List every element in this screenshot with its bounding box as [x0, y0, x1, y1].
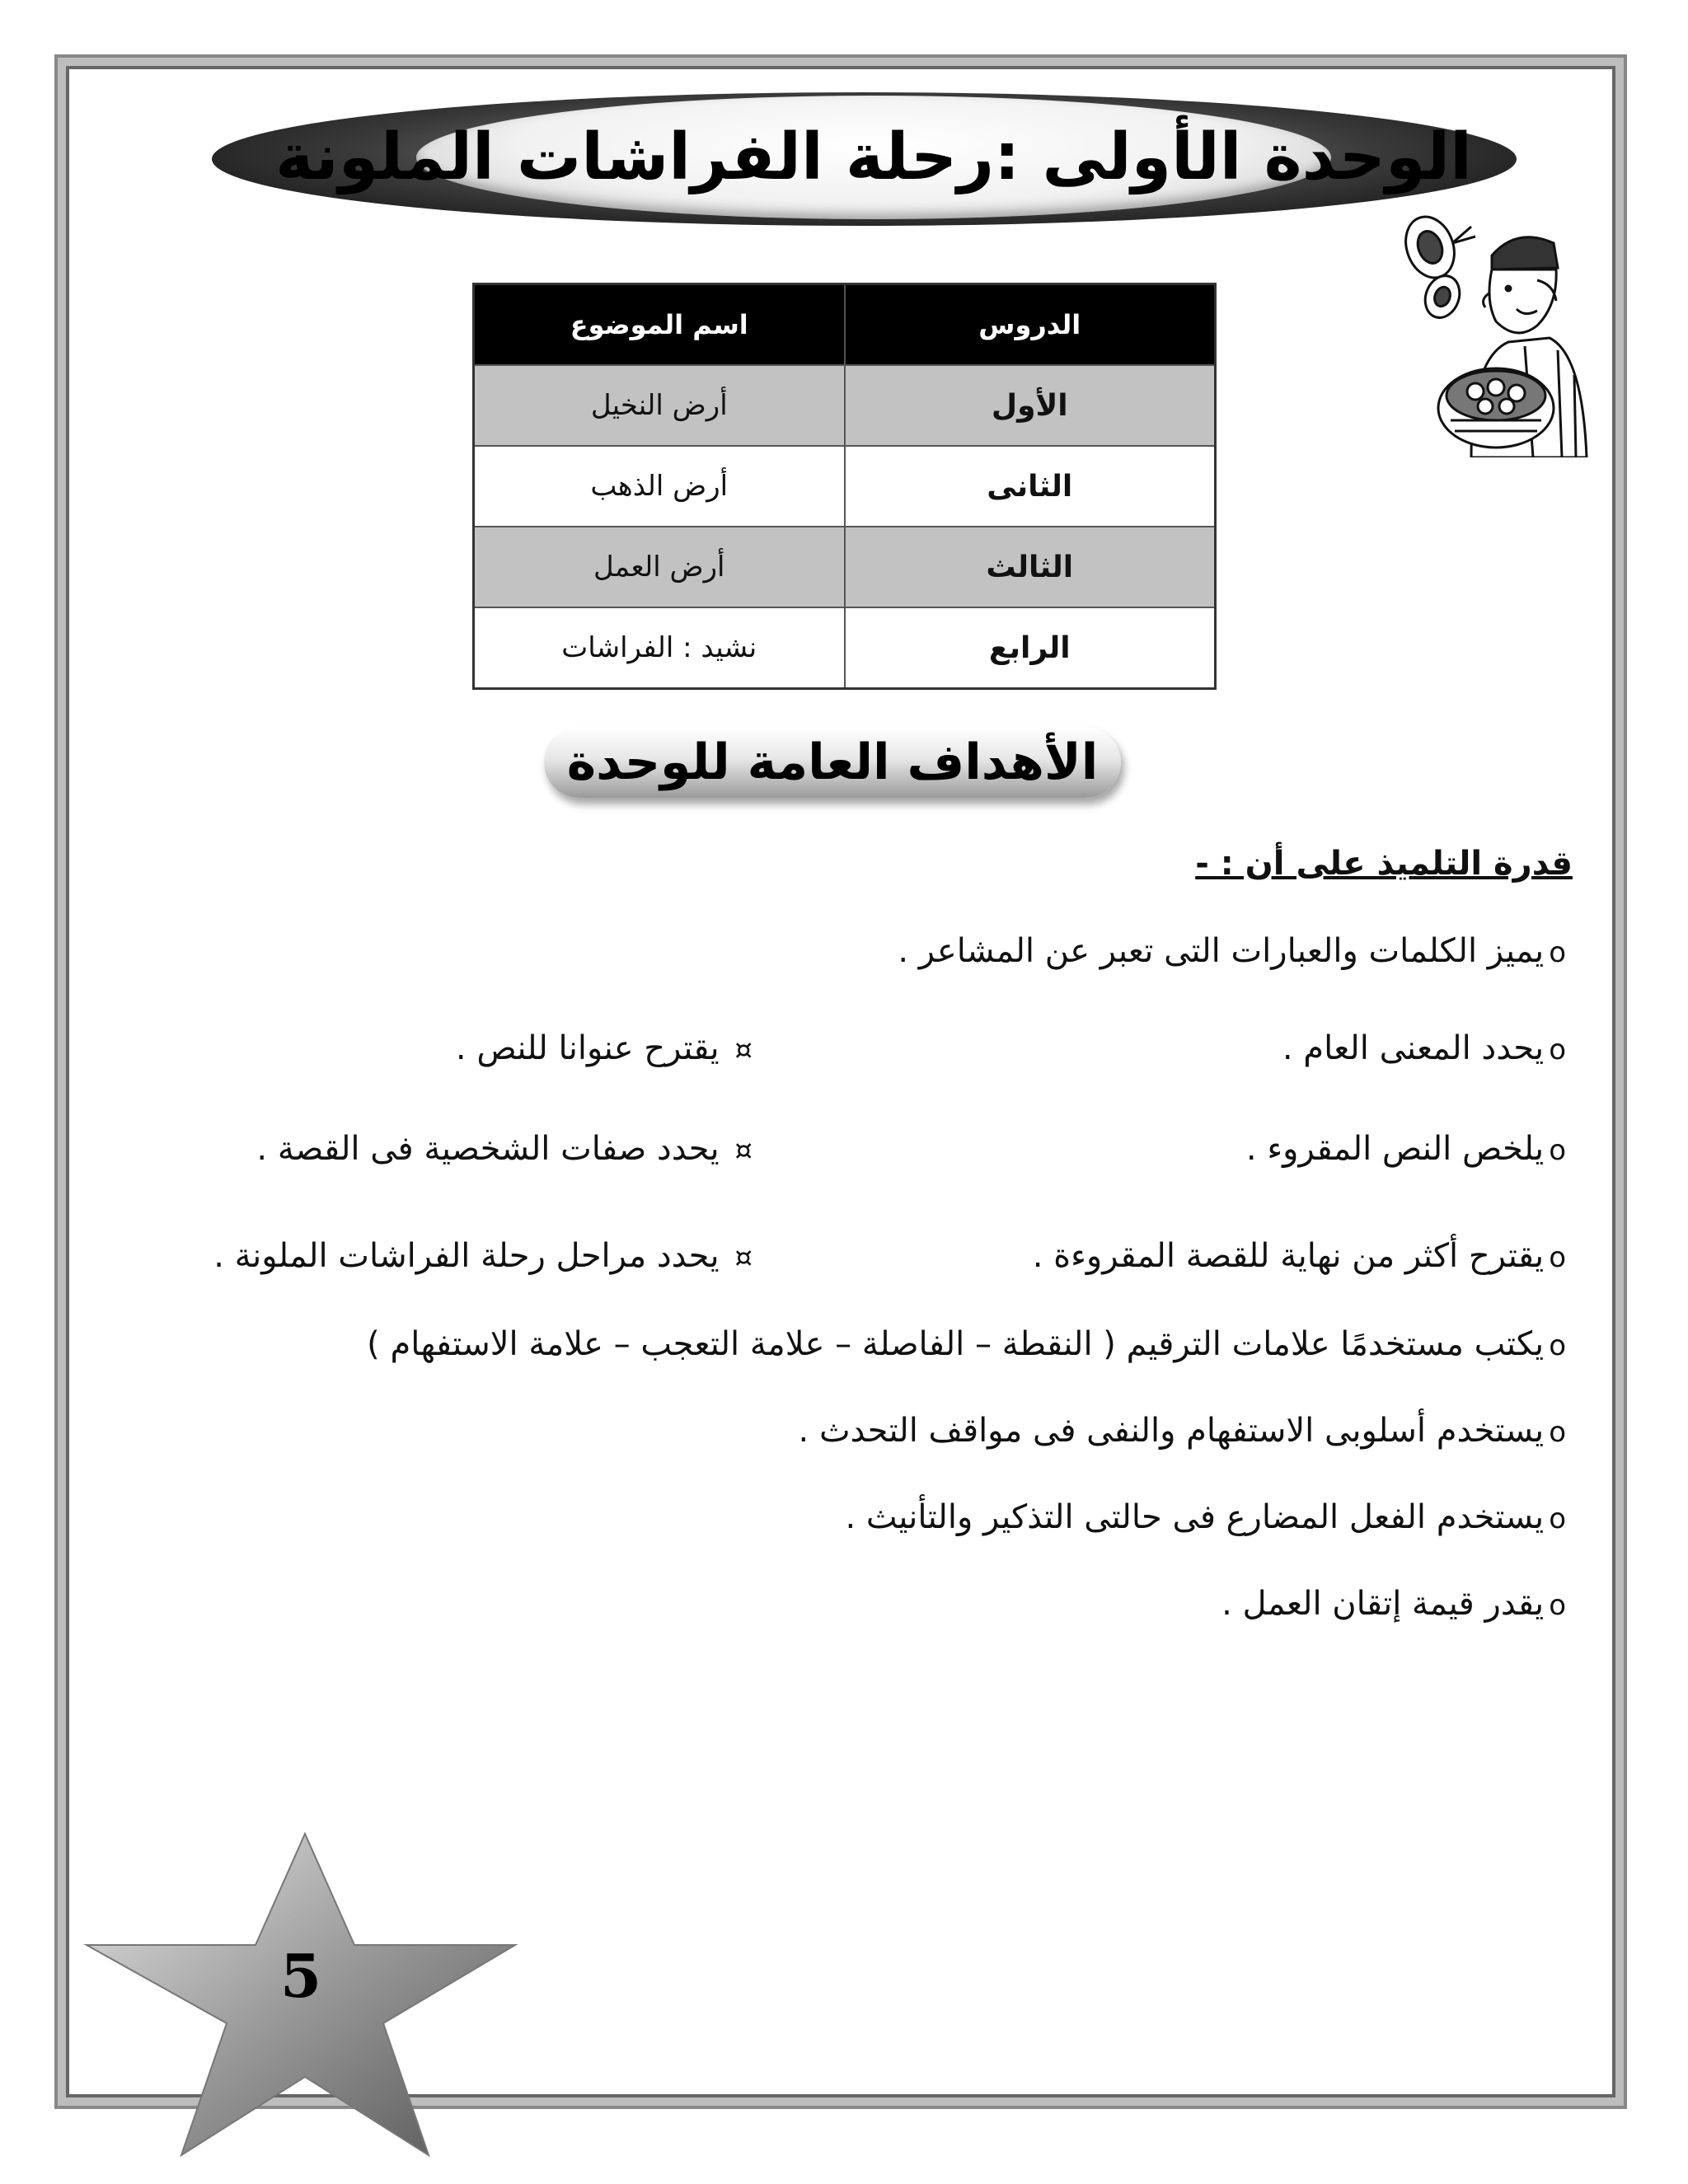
lesson-topic: أرض الذهب — [474, 446, 845, 527]
list-item — [898, 931, 1566, 971]
list-item — [367, 1324, 1566, 1364]
circle-bullet-icon: o — [1549, 1033, 1566, 1066]
list-item — [1221, 1584, 1566, 1624]
lesson-number: الثالث — [845, 527, 1216, 607]
lesson-number: الثانى — [845, 446, 1216, 527]
currency-bullet-icon: ¤ — [734, 1134, 753, 1167]
title-banner — [275, 96, 1472, 219]
circle-bullet-icon: o — [1549, 1329, 1566, 1362]
objective-text: يستخدم الفعل المضارع فى حالتى التذكير والتأنيث . — [845, 1498, 1545, 1536]
lesson-topic: أرض النخيل — [474, 365, 845, 446]
lesson-topic: أرض العمل — [474, 527, 845, 607]
circle-bullet-icon: o — [1549, 1502, 1566, 1535]
lessons-table — [472, 283, 1217, 690]
currency-bullet-icon: ¤ — [734, 1241, 753, 1274]
objective-text: يحدد المعنى العام . — [1282, 1029, 1545, 1067]
objectives-heading-pill — [544, 727, 1121, 798]
list-item — [1282, 1029, 1566, 1068]
objectives-intro: قدرة التلميذ على أن : - — [1195, 845, 1573, 883]
list-item — [1246, 1129, 1566, 1169]
page-number: 5 — [279, 1941, 322, 2011]
objective-text: يقترح عنوانا للنص . — [455, 1029, 720, 1067]
objectives-heading: الأهداف العامة للوحدة — [566, 733, 1099, 791]
circle-bullet-icon: o — [1549, 1416, 1566, 1449]
list-item — [1033, 1236, 1566, 1276]
objective-text: يقترح أكثر من نهاية للقصة المقروءة . — [1032, 1237, 1545, 1275]
man-with-butterfly-illustration — [1393, 210, 1599, 457]
table-header-lessons: الدروس — [845, 284, 1216, 366]
table-row — [474, 527, 1216, 607]
butterfly-icon — [1398, 210, 1475, 322]
objective-text: يحدد صفات الشخصية فى القصة . — [256, 1130, 720, 1168]
list-item — [799, 1411, 1566, 1451]
objective-text: يلخص النص المقروء . — [1245, 1130, 1545, 1168]
list-item — [213, 1236, 753, 1276]
circle-bullet-icon: o — [1549, 936, 1566, 969]
objective-text: يكتب مستخدمًا علامات الترقيم ( النقطة – الفاصلة – علامة التعجب – علامة الاستفهام ) — [367, 1325, 1545, 1363]
currency-bullet-icon: ¤ — [734, 1033, 753, 1066]
objective-text: يستخدم أسلوبى الاستفهام والنفى فى مواقف التحدث . — [798, 1412, 1545, 1450]
objective-text: يحدد مراحل رحلة الفراشات الملونة . — [213, 1237, 720, 1275]
table-row — [474, 365, 1216, 446]
table-header-topic: اسم الموضوع — [474, 284, 845, 366]
lesson-topic: نشيد : الفراشات — [474, 607, 845, 689]
circle-bullet-icon: o — [1549, 1134, 1566, 1167]
page-title: الوحدة الأولى :رحلة الفراشات الملونة — [275, 120, 1472, 194]
table-row — [474, 446, 1216, 527]
table-row — [474, 607, 1216, 689]
objective-text: يقدر قيمة إتقان العمل . — [1221, 1585, 1545, 1623]
list-item — [256, 1129, 753, 1169]
lesson-number: الأول — [845, 365, 1216, 446]
list-item — [846, 1497, 1567, 1537]
circle-bullet-icon: o — [1549, 1589, 1566, 1622]
circle-bullet-icon: o — [1549, 1241, 1566, 1274]
lesson-number: الرابع — [845, 607, 1216, 689]
list-item — [456, 1029, 753, 1068]
objective-text: يميز الكلمات والعبارات التى تعبر عن المشاعر . — [898, 932, 1545, 970]
